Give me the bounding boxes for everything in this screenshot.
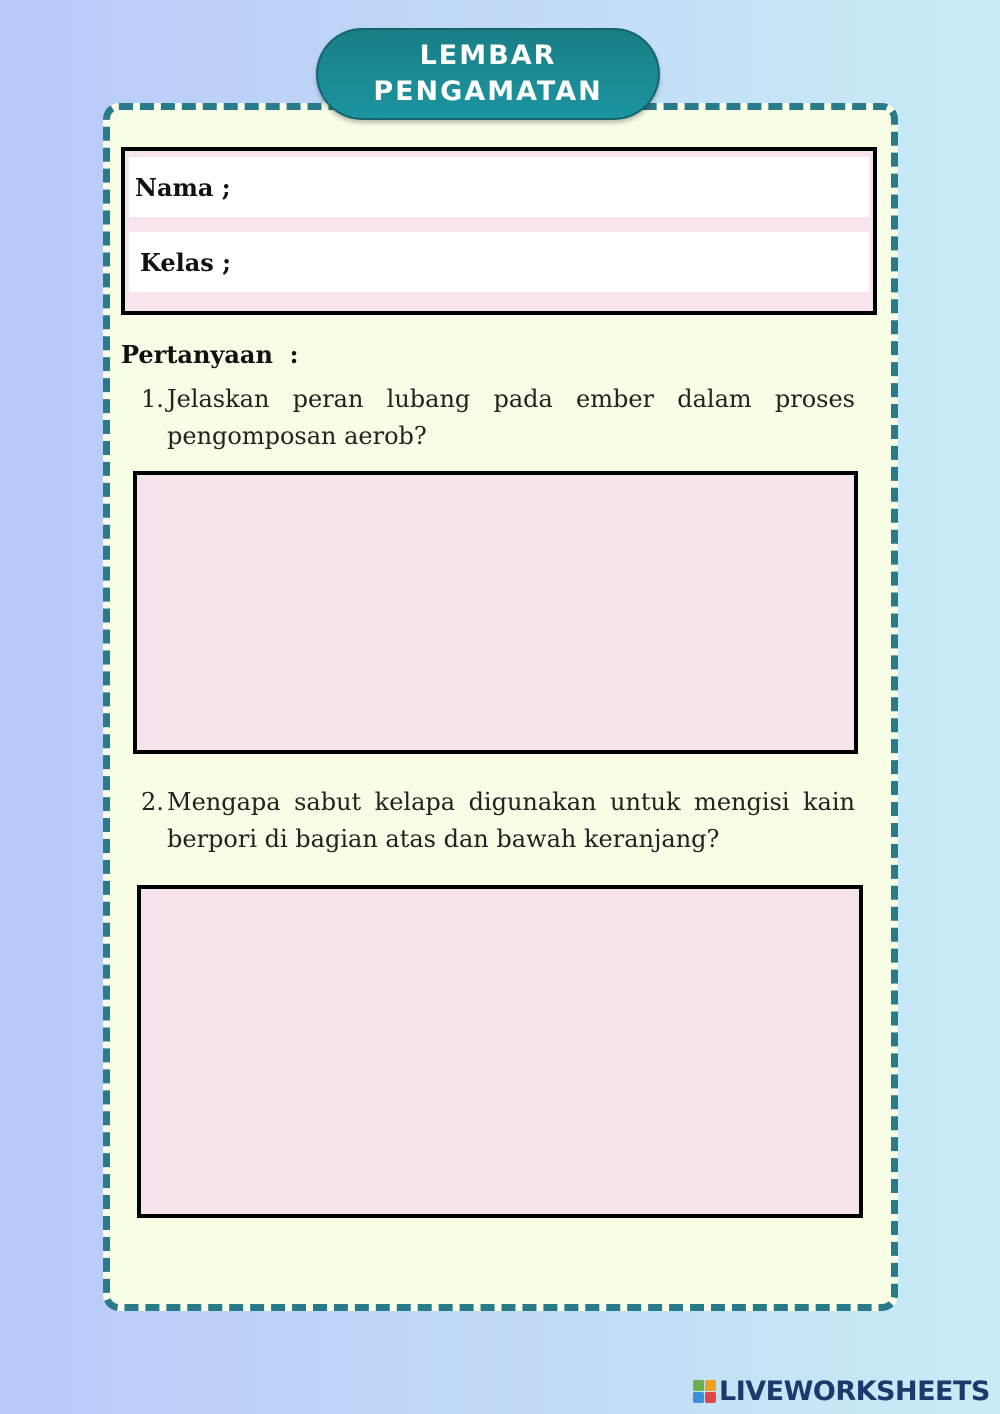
logo-square-orange — [705, 1380, 716, 1391]
question-number: 1. — [141, 385, 164, 413]
liveworksheets-logo-icon — [693, 1380, 716, 1403]
class-field[interactable] — [129, 232, 869, 292]
logo-square-red — [705, 1392, 716, 1403]
logo-square-blue — [693, 1392, 704, 1403]
name-label: Nama ; — [135, 172, 231, 202]
worksheet-title-badge — [316, 28, 660, 120]
question-text: Mengapa sabut kelapa digunakan untuk mengisi kain berpori di bagian atas dan bawah keranjang? — [167, 788, 855, 853]
question-2 — [141, 784, 855, 858]
student-info-box — [121, 147, 877, 315]
title-line-1: LEMBAR — [419, 40, 557, 71]
class-label: Kelas ; — [140, 247, 231, 277]
questions-heading: Pertanyaan : — [121, 340, 299, 369]
question-1 — [141, 381, 855, 455]
liveworksheets-logo — [693, 1376, 990, 1407]
title-line-2: PENGAMATAN — [373, 76, 603, 107]
answer-box-2[interactable] — [137, 885, 863, 1218]
question-text: Jelaskan peran lubang pada ember dalam proses pengomposan aerob? — [167, 385, 855, 450]
logo-square-green — [693, 1380, 704, 1391]
name-field[interactable] — [129, 157, 869, 217]
liveworksheets-brand-text: LIVEWORKSHEETS — [719, 1376, 990, 1407]
question-number: 2. — [141, 788, 164, 816]
answer-box-1[interactable] — [133, 471, 858, 754]
